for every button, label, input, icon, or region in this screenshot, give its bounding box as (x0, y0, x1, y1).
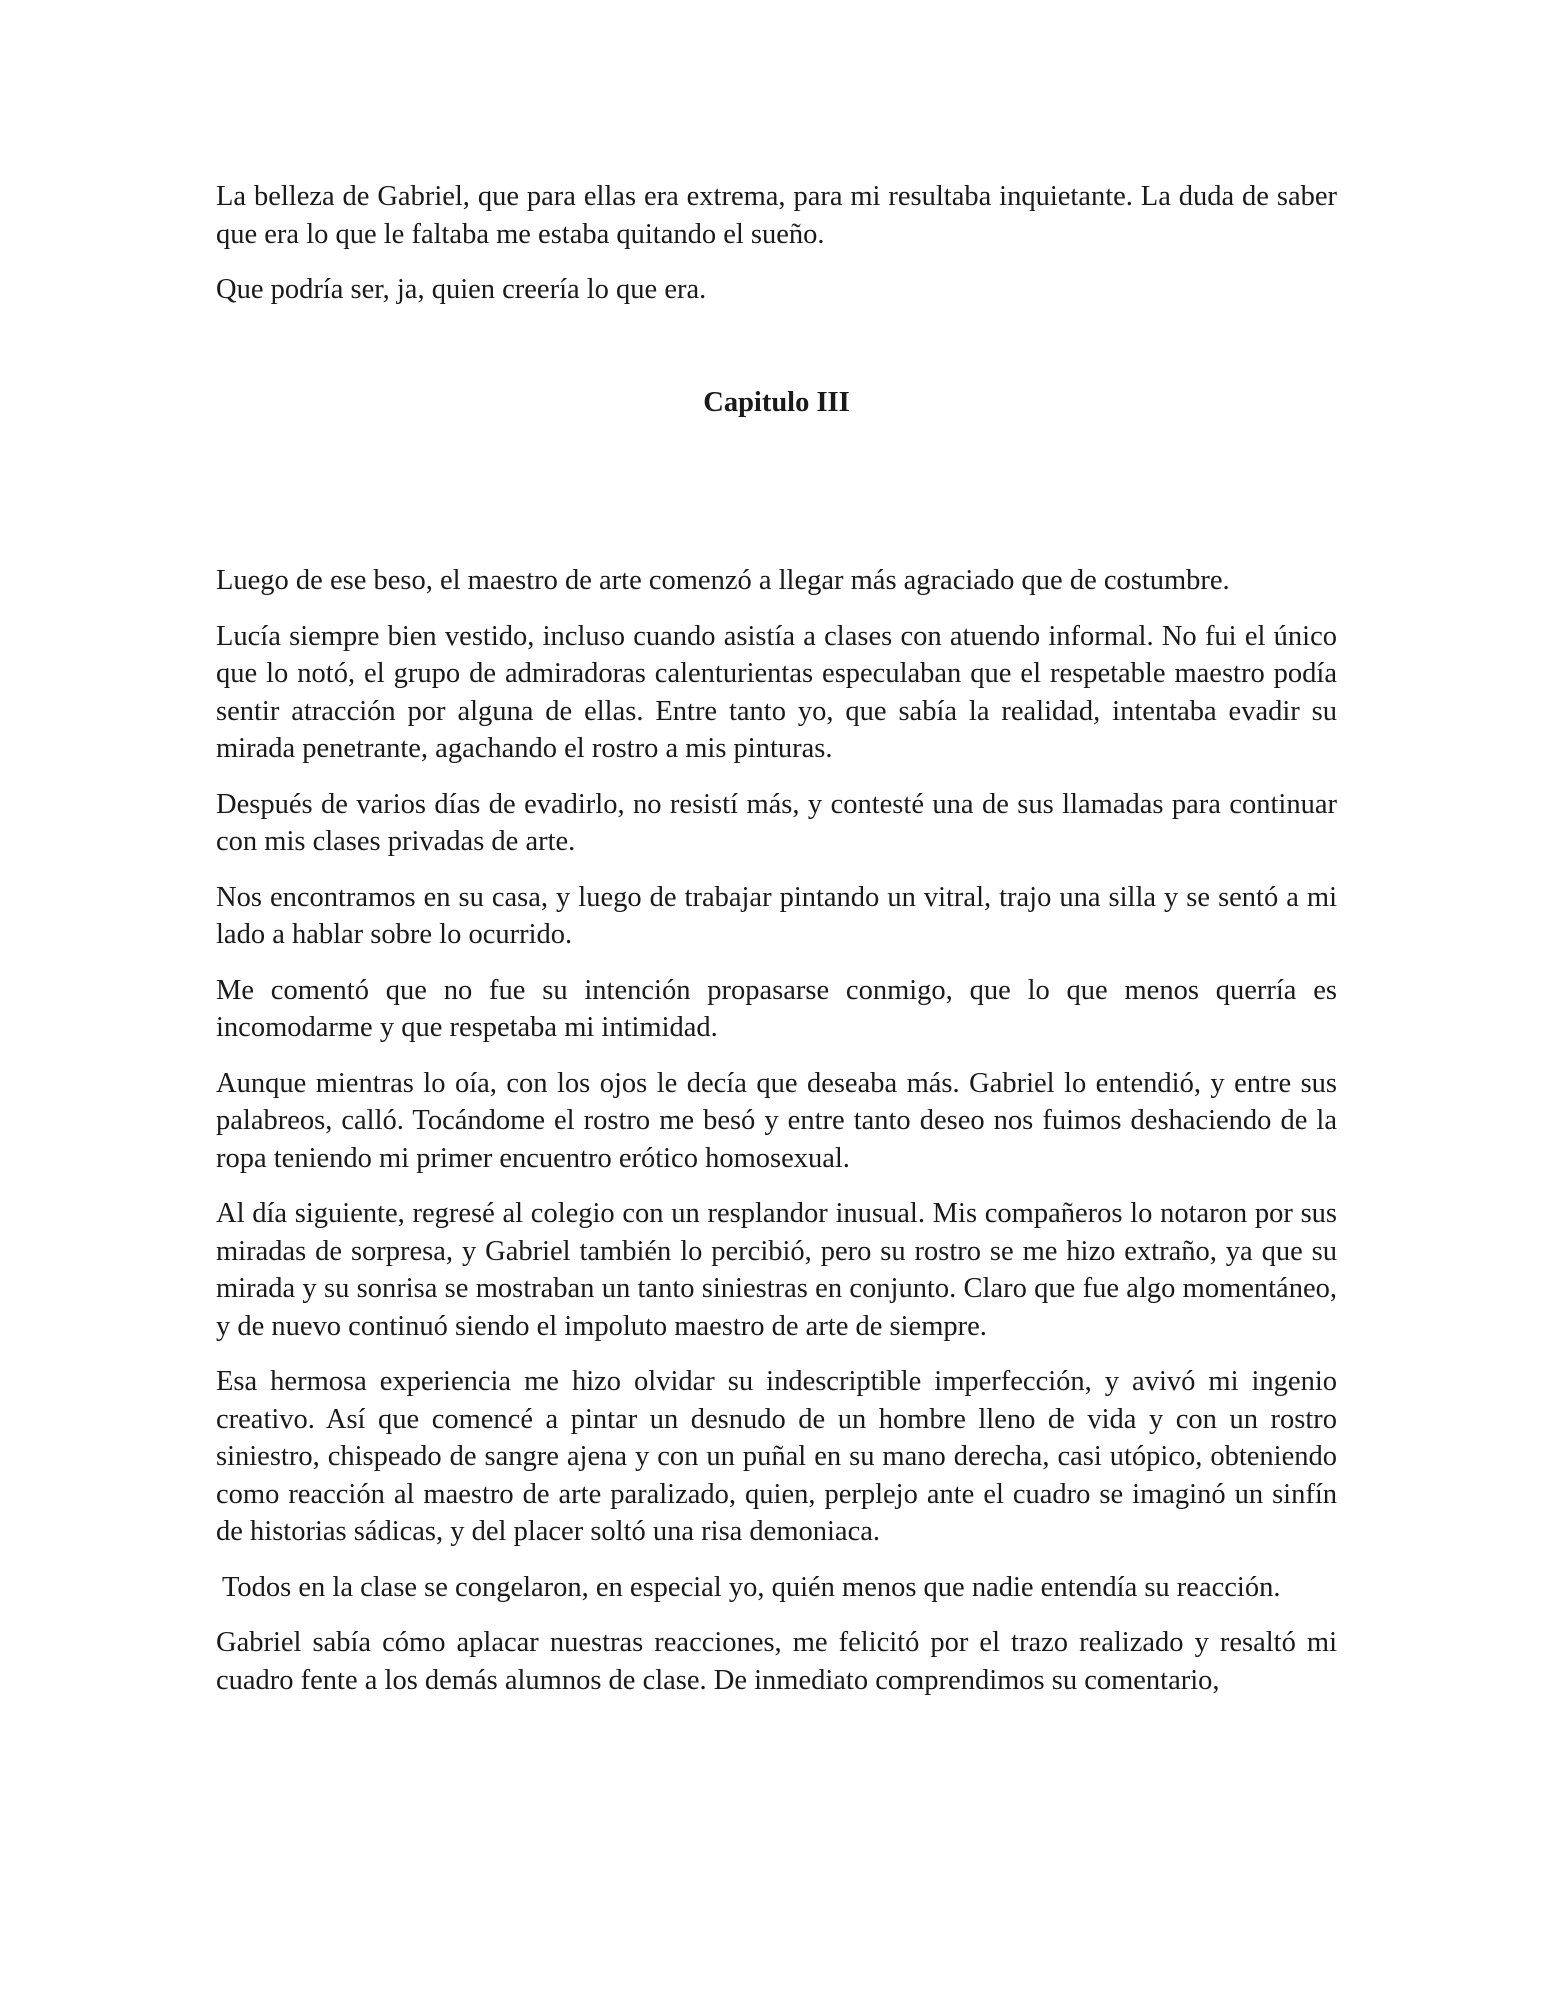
paragraph: Me comentó que no fue su intención propasarse conmigo, que lo que menos querría es incomodarme y que respetaba mi intimidad. (216, 974, 1337, 1043)
paragraph: Lucía siempre bien vestido, incluso cuando asistía a clases con atuendo informal. No fui el único que lo notó, el grupo de admiradoras calenturientas especulaban que el respetable maestro podía sentir atracción por alguna de ellas. Entre tanto yo, que sabía la realidad, intentaba evadir su mirada penetrante, agachando el rostro a mis pinturas. (216, 620, 1337, 764)
paragraph: Que podría ser, ja, quien creería lo que era. (216, 274, 707, 305)
document-page (216, 178, 1337, 1717)
paragraph: Después de varios días de evadirlo, no resistí más, y contesté una de sus llamadas para continuar con mis clases privadas de arte. (216, 788, 1337, 857)
paragraph: Luego de ese beso, el maestro de arte comenzó a llegar más agraciado que de costumbre. (216, 565, 1230, 596)
paragraph: Aunque mientras lo oía, con los ojos le decía que deseaba más. Gabriel lo entendió, y entre sus palabreos, calló. Tocándome el rostro me besó y entre tanto deseo nos fuimos deshaciendo de la ropa teniendo mi primer encuentro erótico homosexual. (216, 1067, 1337, 1174)
paragraph: La belleza de Gabriel, que para ellas era extrema, para mi resultaba inquietante. La duda de saber que era lo que le faltaba me estaba quitando el sueño. (216, 181, 1337, 250)
paragraph: Nos encontramos en su casa, y luego de trabajar pintando un vitral, trajo una silla y se sentó a mi lado a hablar sobre lo ocurrido. (216, 881, 1337, 950)
paragraph: Al día siguiente, regresé al colegio con un resplandor inusual. Mis compañeros lo notaron por sus miradas de sorpresa, y Gabriel también lo percibió, pero su rostro se me hizo extraño, ya que su mirada y su sonrisa se mostraban un tanto siniestras en conjunto. Claro que fue algo momentáneo, y de nuevo continuó siendo el impoluto maestro de arte de siempre. (216, 1198, 1337, 1342)
paragraph: Esa hermosa experiencia me hizo olvidar su indescriptible imperfección, y avivó mi ingenio creativo. Así que comencé a pintar un desnudo de un hombre lleno de vida y con un rostro siniestro, chispeado de sangre ajena y con un puñal en su mano derecha, casi utópico, obteniendo como reacción al maestro de arte paralizado, quien, perplejo ante el cuadro se imaginó un sinfín de historias sádicas, y del placer soltó una risa demoniaca. (216, 1366, 1337, 1547)
paragraph: Todos en la clase se congelaron, en especial yo, quién menos que nadie entendía su reacción. (222, 1571, 1281, 1603)
paragraph: Gabriel sabía cómo aplacar nuestras reacciones, me felicitó por el trazo realizado y resaltó mi cuadro fente a los demás alumnos de clase. De inmediato comprendimos su comentario, (216, 1627, 1337, 1696)
chapter-title: Capitulo III (703, 386, 850, 418)
